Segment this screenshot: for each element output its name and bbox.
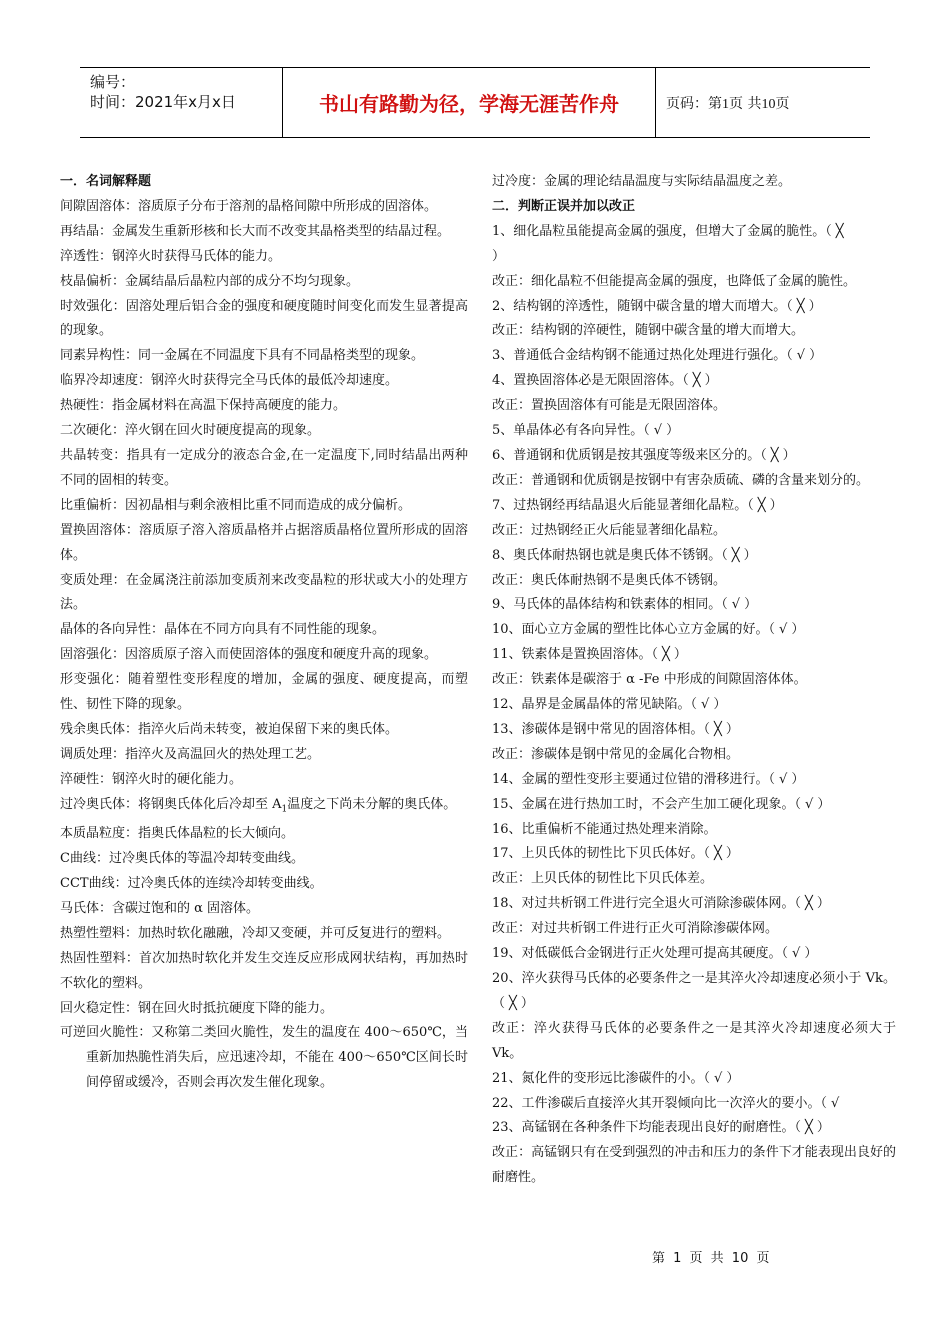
statement-line <box>492 544 896 569</box>
closing-paren: ） <box>744 597 758 613</box>
line-text: 改正：置换固溶体有可能是无限固溶体。 <box>492 398 727 414</box>
line-text: 4、置换固溶体必是无限固溶体。（ <box>492 373 689 389</box>
definition-item: 淬硬性：钢淬火时的硬化能力。 <box>60 771 243 787</box>
line-text: 22、工件渗碳后直接淬火其开裂倾向比一次淬火的要小。（ <box>492 1095 828 1111</box>
closing-paren: ） <box>791 771 805 787</box>
definition-item: 可逆回火脆性：又称第二类回火脆性，发生的温度在 400～650℃，当重新加热脆性消失后，应迅速冷却，不能在 400～650℃区间长时间停留或缓冷，否则会再次发生催化现象。 <box>60 1025 468 1091</box>
definition-item: 同素异构性：同一金属在不同温度下具有不同晶格类型的现象。 <box>60 348 425 364</box>
closing-paren: ） <box>713 697 727 713</box>
cross-mark-icon: ╳ <box>714 721 722 737</box>
cross-mark-icon: ╳ <box>714 846 722 862</box>
check-mark-icon: √ <box>731 597 741 613</box>
cross-mark-icon: ╳ <box>805 1120 813 1136</box>
statement-line <box>492 1092 896 1117</box>
statement-line <box>492 1116 896 1141</box>
cross-mark-icon: ╳ <box>805 896 813 912</box>
correction-line <box>492 519 896 544</box>
line-text: 10、面心立方金属的塑性比体心立方金属的好。（ <box>492 622 776 638</box>
definition-item: CCT曲线：过冷奥氏体的连续冷却转变曲线。 <box>60 875 323 891</box>
definition-text: 温度之下尚未分解的奥氏体。 <box>287 796 457 812</box>
line-text: 7、过热钢经再结晶退火后能显著细化晶粒。（ <box>492 497 754 513</box>
line-text: 12、晶界是金属晶体的常见缺陷。（ <box>492 697 698 713</box>
correction-line <box>492 270 896 295</box>
closing-paren: ） <box>804 946 818 962</box>
line-text: 3、普通低合金结构钢不能通过热化处理进行强化。（ <box>492 348 793 364</box>
right-column <box>492 170 896 1191</box>
statement-line <box>492 842 896 867</box>
statement-line <box>492 693 896 718</box>
header-meta <box>80 68 283 137</box>
correction-line <box>492 743 896 768</box>
definition-item: C曲线：过冷奥氏体的等温冷却转变曲线。 <box>60 851 304 867</box>
line-text: 21、氮化件的变形远比渗碳件的小。（ <box>492 1070 711 1086</box>
closing-paren: ） <box>492 248 506 264</box>
subscript: 1 <box>281 804 288 815</box>
cross-mark-icon: ╳ <box>757 497 766 513</box>
definition-item: 临界冷却速度：钢淬火时获得完全马氏体的最低冷却速度。 <box>60 373 399 389</box>
closing-paren: ） <box>673 647 687 663</box>
check-mark-icon: √ <box>701 697 710 713</box>
line-text: 改正：渗碳体是钢中常见的金属化合物相。 <box>492 746 740 762</box>
cross-mark-icon: ╳ <box>835 223 844 239</box>
check-mark-icon: √ <box>796 348 806 364</box>
header-page-number <box>656 68 870 137</box>
line-text: 改正：奥氏体耐热钢不是奥氏体不锈钢。 <box>492 572 727 588</box>
left-column <box>60 170 468 1096</box>
line-text: 改正：对过共析钢工件进行正火可消除渗碳体网。 <box>492 921 779 937</box>
definition-item: 热塑性塑料：加热时软化融融，冷却又变硬，并可反复进行的塑料。 <box>60 925 451 941</box>
cross-mark-icon: ╳ <box>731 547 740 563</box>
statement-line <box>492 942 896 967</box>
closing-paren: ） <box>666 423 680 439</box>
correction-line <box>492 917 896 942</box>
check-mark-icon: √ <box>653 423 663 439</box>
line-text: 8、奥氏体耐热钢也就是奥氏体不锈钢。（ <box>492 547 728 563</box>
statement-line <box>492 618 896 643</box>
cross-mark-icon: ╳ <box>770 447 779 463</box>
line-text: 18、对过共析钢工件进行完全退火可消除渗碳体网。（ <box>492 896 802 912</box>
definition-item: 本质晶粒度：指奥氏体晶粒的长大倾向。 <box>60 826 295 842</box>
line-text: 1、细化晶粒虽能提高金属的强度，但增大了金属的脆性。（ <box>492 223 832 239</box>
definition-item: 共晶转变：指具有一定成分的液态合金,在一定温度下,同时结晶出两种不同的固相的转变。 <box>60 447 468 488</box>
closing-paren: ） <box>782 447 796 463</box>
definition-item: 时效强化：固溶处理后铝合金的强度和硬度随时间变化而发生显著提高的现象。 <box>60 298 468 339</box>
check-mark-icon: √ <box>805 796 814 812</box>
closing-paren: ） <box>816 896 830 912</box>
definition-item: 间隙固溶体：溶质原子分布于溶剂的晶格间隙中所形成的固溶体。 <box>60 198 438 214</box>
definition-item: 固溶强化：因溶质原子溶入而使固溶体的强度和硬度升高的现象。 <box>60 647 438 663</box>
definition-text: 过冷奥氏体：将钢奥氏体化后冷却至 A <box>60 796 282 812</box>
definition-item: 置换固溶体：溶质原子溶入溶质晶格并占据溶质晶格位置所形成的固溶体。 <box>60 522 468 563</box>
closing-paren: ） <box>743 547 757 563</box>
statement-line <box>492 419 896 444</box>
page-current: 1 <box>722 97 729 112</box>
closing-paren: ） <box>725 846 739 862</box>
statement-line <box>492 768 896 793</box>
line-text: 14、金属的塑性变形主要通过位错的滑移进行。（ <box>492 771 776 787</box>
definition-item: 二次硬化：淬火钢在回火时硬度提高的现象。 <box>60 423 321 439</box>
closing-paren: ） <box>809 348 823 364</box>
line-text: 改正：过热钢经正火后能显著细化晶粒。 <box>492 522 727 538</box>
line-text: 15、金属在进行热加工时，不会产生加工硬化现象。（ <box>492 796 802 812</box>
page-footer: 第 1 页 共 10 页 <box>652 1251 770 1266</box>
line-text: 2、结构钢的淬透性，随钢中碳含量的增大而增大。（ <box>492 298 793 314</box>
closing-paren: ） <box>817 796 831 812</box>
header-motto: 书山有路勤为径，学海无涯苦作舟 <box>283 68 656 137</box>
line-text: 13、渗碳体是钢中常见的固溶体相。（ <box>492 721 711 737</box>
definition-item: 形变强化：随着塑性变形程度的增加，金属的强度、硬度提高，而塑性、韧性下降的现象。 <box>60 672 468 713</box>
definition-item: 淬透性：钢淬火时获得马氏体的能力。 <box>60 248 282 264</box>
check-mark-icon: √ <box>831 1095 840 1111</box>
statement-line <box>492 1067 896 1092</box>
page-prefix: 页码：第 <box>666 96 722 112</box>
statement-line <box>492 245 896 270</box>
line-text: 改正：普通钢和优质钢是按钢中有害杂质硫、磷的含量来划分的。 <box>492 472 870 488</box>
correction-line <box>492 1141 896 1191</box>
definition-item-supercooling: 过冷度：金属的理论结晶温度与实际结晶温度之差。 <box>492 174 792 189</box>
page-header <box>80 67 870 138</box>
line-text: 改正：结构钢的淬硬性，随钢中碳含量的增大而增大。 <box>492 323 805 339</box>
statement-line <box>492 369 896 394</box>
line-text: 19、对低碳低合金钢进行正火处理可提高其硬度。（ <box>492 946 789 962</box>
section-title-definitions: 一．名词解释题 <box>60 174 152 189</box>
line-text: 改正：高锰钢只有在受到强烈的冲击和压力的条件下才能表现出良好的耐磨性。 <box>492 1145 896 1186</box>
closing-paren: ） <box>791 622 805 638</box>
correction-line <box>492 867 896 892</box>
closing-paren: ） <box>726 1070 740 1086</box>
closing-paren: ） <box>520 995 534 1011</box>
closing-paren: ） <box>704 373 718 389</box>
definition-item: 变质处理：在金属浇注前添加变质剂来改变晶粒的形状或大小的处理方法。 <box>60 572 468 613</box>
correction-line <box>492 319 896 344</box>
true-false-list <box>492 220 896 1191</box>
statement-line <box>492 444 896 469</box>
line-text: 11、铁素体是置换固溶体。（ <box>492 647 659 663</box>
closing-paren: ） <box>808 298 822 314</box>
statement-line <box>492 718 896 743</box>
correction-line <box>492 469 896 494</box>
definition-item: 枝晶偏析：金属结晶后晶粒内部的成分不均匀现象。 <box>60 273 360 289</box>
page-total: 10 <box>761 97 776 112</box>
definition-item: 回火稳定性：钢在回火时抵抗硬度下降的能力。 <box>60 1000 334 1016</box>
page-mid: 页 共 <box>729 96 762 112</box>
line-text: 改正：上贝氏体的韧性比下贝氏体差。 <box>492 871 714 887</box>
check-mark-icon: √ <box>792 946 801 962</box>
correction-line <box>492 1017 896 1067</box>
line-text: 9、马氏体的晶体结构和铁素体的相同。（ <box>492 597 728 613</box>
correction-line <box>492 668 896 693</box>
definition-item: 晶体的各向异性：晶体在不同方向具有不同性能的现象。 <box>60 622 386 638</box>
cross-mark-icon: ╳ <box>796 298 805 314</box>
line-text: 16、比重偏析不能通过热处理来消除。 <box>492 821 717 837</box>
statement-line <box>492 220 896 245</box>
statement-line <box>492 494 896 519</box>
cross-mark-icon: ╳ <box>509 995 517 1011</box>
statement-line <box>492 593 896 618</box>
definition-item: 热固性塑料：首次加热时软化并发生交连反应形成网状结构，再加热时不软化的塑料。 <box>60 950 468 991</box>
line-text: 改正：淬火获得马氏体的必要条件之一是其淬火冷却速度必须大于 Vk。 <box>492 1020 896 1061</box>
line-text: 20、淬火获得马氏体的必要条件之一是其淬火冷却速度必须小于 Vk。（ <box>492 971 896 1011</box>
definition-item: 热硬性：指金属材料在高温下保持高硬度的能力。 <box>60 398 347 414</box>
definition-item: 残余奥氏体：指淬火后尚未转变，被迫保留下来的奥氏体。 <box>60 721 399 737</box>
closing-paren: ） <box>816 1120 830 1136</box>
statement-line <box>492 295 896 320</box>
statement-line <box>492 818 896 843</box>
statement-line <box>492 793 896 818</box>
definition-item-supercooled-austenite <box>60 793 468 823</box>
page-suffix: 页 <box>775 96 790 112</box>
check-mark-icon: √ <box>779 622 788 638</box>
closing-paren: ） <box>769 497 783 513</box>
closing-paren: ） <box>725 721 739 737</box>
statement-line <box>492 344 896 369</box>
check-mark-icon: √ <box>779 771 788 787</box>
statement-line <box>492 643 896 668</box>
document-date: 时间：2021年x月x日 <box>90 93 236 111</box>
definition-list-continued <box>60 822 468 1096</box>
document-number-label: 编号： <box>90 73 136 91</box>
line-text: 5、单晶体必有各向异性。（ <box>492 423 650 439</box>
line-text: 23、高锰钢在各种条件下均能表现出良好的耐磨性。（ <box>492 1120 802 1136</box>
line-text: 17、上贝氏体的韧性比下贝氏体好。（ <box>492 846 711 862</box>
check-mark-icon: √ <box>714 1070 723 1086</box>
statement-line <box>492 967 896 1017</box>
cross-mark-icon: ╳ <box>662 647 670 663</box>
definition-item: 马氏体：含碳过饱和的 α 固溶体。 <box>60 900 260 916</box>
section-title-true-false: 二．判断正误并加以改正 <box>492 198 636 214</box>
definition-item: 再结晶：金属发生重新形核和长大而不改变其晶格类型的结晶过程。 <box>60 223 451 239</box>
cross-mark-icon: ╳ <box>692 373 701 389</box>
definition-list <box>60 195 468 793</box>
statement-line <box>492 892 896 917</box>
definition-item: 比重偏析：因初晶相与剩余液相比重不同而造成的成分偏析。 <box>60 497 412 513</box>
definition-item: 调质处理：指淬火及高温回火的热处理工艺。 <box>60 746 321 762</box>
correction-line <box>492 394 896 419</box>
line-text: 改正：铁素体是碳溶于 α -Fe 中形成的间隙固溶体体。 <box>492 672 807 688</box>
correction-line <box>492 569 896 594</box>
line-text: 改正：细化晶粒不但能提高金属的强度，也降低了金属的脆性。 <box>492 273 857 289</box>
line-text: 6、普通钢和优质钢是按其强度等级来区分的。（ <box>492 447 767 463</box>
